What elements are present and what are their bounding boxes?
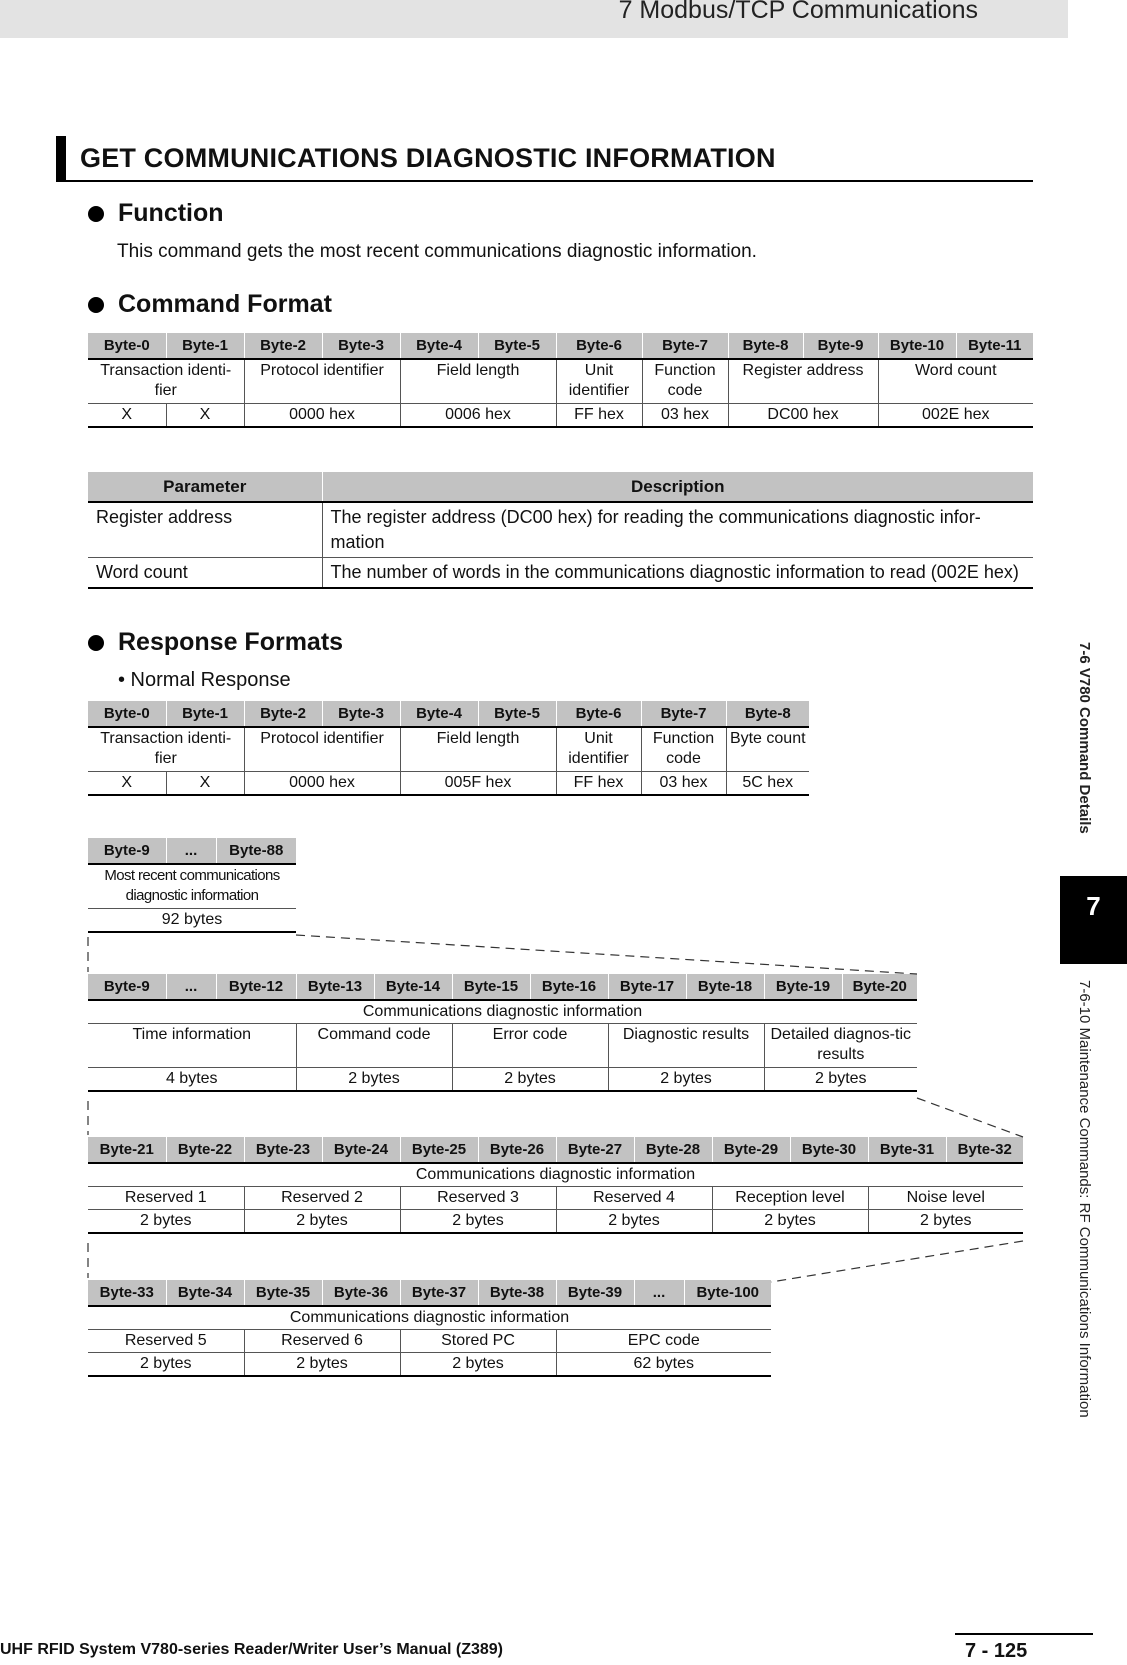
field-label: Reserved 5 (88, 1330, 244, 1353)
byte-header: Byte-10 (878, 333, 956, 359)
byte-header: Byte-39 (556, 1280, 634, 1306)
field-label: Transaction identi-fier (88, 359, 244, 403)
byte-header: Byte-22 (166, 1137, 244, 1163)
footer-rule (955, 1633, 1093, 1635)
footer-manual-title: UHF RFID System V780-series Reader/Writer User’s Manual (Z389) (0, 1641, 504, 1658)
field-label: Field length (400, 359, 556, 403)
byte-header: Byte-0 (88, 701, 166, 727)
page-number: 7 - 125 (965, 1640, 1028, 1662)
field-value: 2 bytes (244, 1210, 400, 1234)
field-value: 002E hex (878, 403, 1033, 427)
parameter-header: Parameter (88, 472, 322, 502)
byte-header: Byte-0 (88, 333, 166, 359)
byte-header: Byte-36 (322, 1280, 400, 1306)
field-value: 005F hex (400, 771, 556, 795)
field-value: 2 bytes (400, 1353, 556, 1377)
byte-header: Byte-11 (956, 333, 1033, 359)
byte-header: Byte-29 (712, 1137, 790, 1163)
group-label: Communications diagnostic information (88, 1163, 1023, 1187)
normal-response-label: • Normal Response (118, 669, 291, 691)
function-text: This command gets the most recent communications diagnostic information. (117, 241, 757, 262)
byte-header: ... (166, 974, 216, 1000)
field-label: Command code (296, 1024, 452, 1068)
group-label: Communications diagnostic information (88, 1000, 917, 1024)
field-label: Unit identifier (556, 727, 641, 771)
byte-header: Byte-2 (244, 333, 322, 359)
byte-header: Byte-8 (728, 333, 803, 359)
field-label: Field length (400, 727, 556, 771)
field-label: Reserved 1 (88, 1187, 244, 1210)
field-label: Most recent communications diagnostic information (88, 864, 296, 908)
field-value: 62 bytes (556, 1353, 771, 1377)
byte-header: Byte-37 (400, 1280, 478, 1306)
byte-header: Byte-21 (88, 1137, 166, 1163)
byte-header: Byte-2 (244, 701, 322, 727)
field-label: Function code (642, 359, 728, 403)
byte-header: ... (634, 1280, 684, 1306)
field-label: Reserved 4 (556, 1187, 712, 1210)
field-label: Error code (452, 1024, 608, 1068)
field-value: X (88, 403, 166, 427)
byte-header: Byte-9 (803, 333, 878, 359)
byte-header: Byte-6 (556, 333, 642, 359)
parameter-description: The number of words in the communications diagnostic information to read (002E hex) (322, 558, 1033, 589)
byte-header: Byte-4 (400, 701, 478, 727)
field-value: 2 bytes (608, 1068, 764, 1092)
field-value: FF hex (556, 403, 642, 427)
field-value: 2 bytes (296, 1068, 452, 1092)
side-section-label: 7-6 V780 Command Details (1076, 642, 1093, 834)
byte-header: Byte-18 (686, 974, 764, 1000)
field-label: Word count (878, 359, 1033, 403)
byte-header: Byte-30 (790, 1137, 868, 1163)
chapter-number: 7 (1086, 891, 1101, 921)
byte-header: Byte-31 (868, 1137, 946, 1163)
byte-header: Byte-38 (478, 1280, 556, 1306)
byte-header: Byte-5 (478, 333, 556, 359)
byte-header: Byte-9 (88, 974, 166, 1000)
chapter-tab (1060, 876, 1127, 964)
byte-header: Byte-6 (556, 701, 641, 727)
byte-header: Byte-35 (244, 1280, 322, 1306)
byte-header: Byte-3 (322, 701, 400, 727)
field-label: Reserved 3 (400, 1187, 556, 1210)
field-value: X (88, 771, 166, 795)
function-heading-text: Function (118, 199, 224, 227)
byte-header: Byte-25 (400, 1137, 478, 1163)
field-value: X (166, 771, 244, 795)
field-label: Stored PC (400, 1330, 556, 1353)
field-label: Reception level (712, 1187, 868, 1210)
byte-header: Byte-27 (556, 1137, 634, 1163)
byte-header: Byte-13 (296, 974, 374, 1000)
command-format-heading-text: Command Format (118, 290, 332, 318)
byte-header: Byte-8 (726, 701, 809, 727)
field-label: Reserved 6 (244, 1330, 400, 1353)
field-value: 2 bytes (88, 1210, 244, 1234)
byte-header: Byte-1 (166, 333, 244, 359)
field-value: DC00 hex (728, 403, 878, 427)
byte-header: Byte-34 (166, 1280, 244, 1306)
group-label: Communications diagnostic information (88, 1306, 771, 1330)
byte-header: Byte-9 (88, 838, 166, 864)
parameter-name: Register address (88, 502, 322, 558)
field-value: 2 bytes (400, 1210, 556, 1234)
byte-header: Byte-1 (166, 701, 244, 727)
description-header: Description (322, 472, 1033, 502)
byte-header: Byte-12 (216, 974, 296, 1000)
field-value: 03 hex (642, 403, 728, 427)
side-subsection-label: 7-6-10 Maintenance Commands: RF Communications Information (1076, 980, 1093, 1418)
field-label: Time information (88, 1024, 296, 1068)
byte-header: Byte-33 (88, 1280, 166, 1306)
byte-header: Byte-32 (946, 1137, 1023, 1163)
byte-header: Byte-19 (764, 974, 842, 1000)
byte-header: Byte-7 (641, 701, 726, 727)
field-value: 2 bytes (868, 1210, 1023, 1234)
parameter-description: The register address (DC00 hex) for reading the communications diagnostic infor-mation (322, 502, 1033, 558)
field-value: 2 bytes (764, 1068, 917, 1092)
field-label: EPC code (556, 1330, 771, 1353)
field-value: X (166, 403, 244, 427)
byte-header: Byte-24 (322, 1137, 400, 1163)
field-value: 2 bytes (88, 1353, 244, 1377)
byte-header: Byte-14 (374, 974, 452, 1000)
field-value: 5C hex (726, 771, 809, 795)
field-label: Unit identifier (556, 359, 642, 403)
byte-header: Byte-4 (400, 333, 478, 359)
byte-header: Byte-5 (478, 701, 556, 727)
byte-header: Byte-7 (642, 333, 728, 359)
byte-header: Byte-20 (842, 974, 917, 1000)
byte-header: Byte-16 (530, 974, 608, 1000)
field-label: Protocol identifier (244, 727, 400, 771)
field-label: Noise level (868, 1187, 1023, 1210)
byte-header: Byte-23 (244, 1137, 322, 1163)
chapter-header-title: 7 Modbus/TCP Communications (618, 0, 978, 24)
field-label: Byte count (726, 727, 809, 771)
parameter-name: Word count (88, 558, 322, 589)
field-value: 0000 hex (244, 771, 400, 795)
field-value: 2 bytes (452, 1068, 608, 1092)
byte-header: Byte-100 (684, 1280, 771, 1306)
byte-header: Byte-3 (322, 333, 400, 359)
field-value: FF hex (556, 771, 641, 795)
field-value: 92 bytes (88, 908, 296, 932)
byte-header: Byte-17 (608, 974, 686, 1000)
field-label: Reserved 2 (244, 1187, 400, 1210)
field-value: 03 hex (641, 771, 726, 795)
byte-header: Byte-26 (478, 1137, 556, 1163)
field-label: Register address (728, 359, 878, 403)
section-title-text: GET COMMUNICATIONS DIAGNOSTIC INFORMATION (80, 143, 776, 173)
field-label: Detailed diagnos-tic results (764, 1024, 917, 1068)
byte-header: Byte-15 (452, 974, 530, 1000)
response-formats-heading-text: Response Formats (118, 628, 344, 656)
field-value: 4 bytes (88, 1068, 296, 1092)
byte-header: Byte-28 (634, 1137, 712, 1163)
field-value: 2 bytes (244, 1353, 400, 1377)
field-value: 0000 hex (244, 403, 400, 427)
field-label: Function code (641, 727, 726, 771)
field-label: Protocol identifier (244, 359, 400, 403)
field-label: Diagnostic results (608, 1024, 764, 1068)
byte-header: ... (166, 838, 216, 864)
field-value: 2 bytes (712, 1210, 868, 1234)
field-label: Transaction identi-fier (88, 727, 244, 771)
byte-header: Byte-88 (216, 838, 296, 864)
field-value: 2 bytes (556, 1210, 712, 1234)
field-value: 0006 hex (400, 403, 556, 427)
